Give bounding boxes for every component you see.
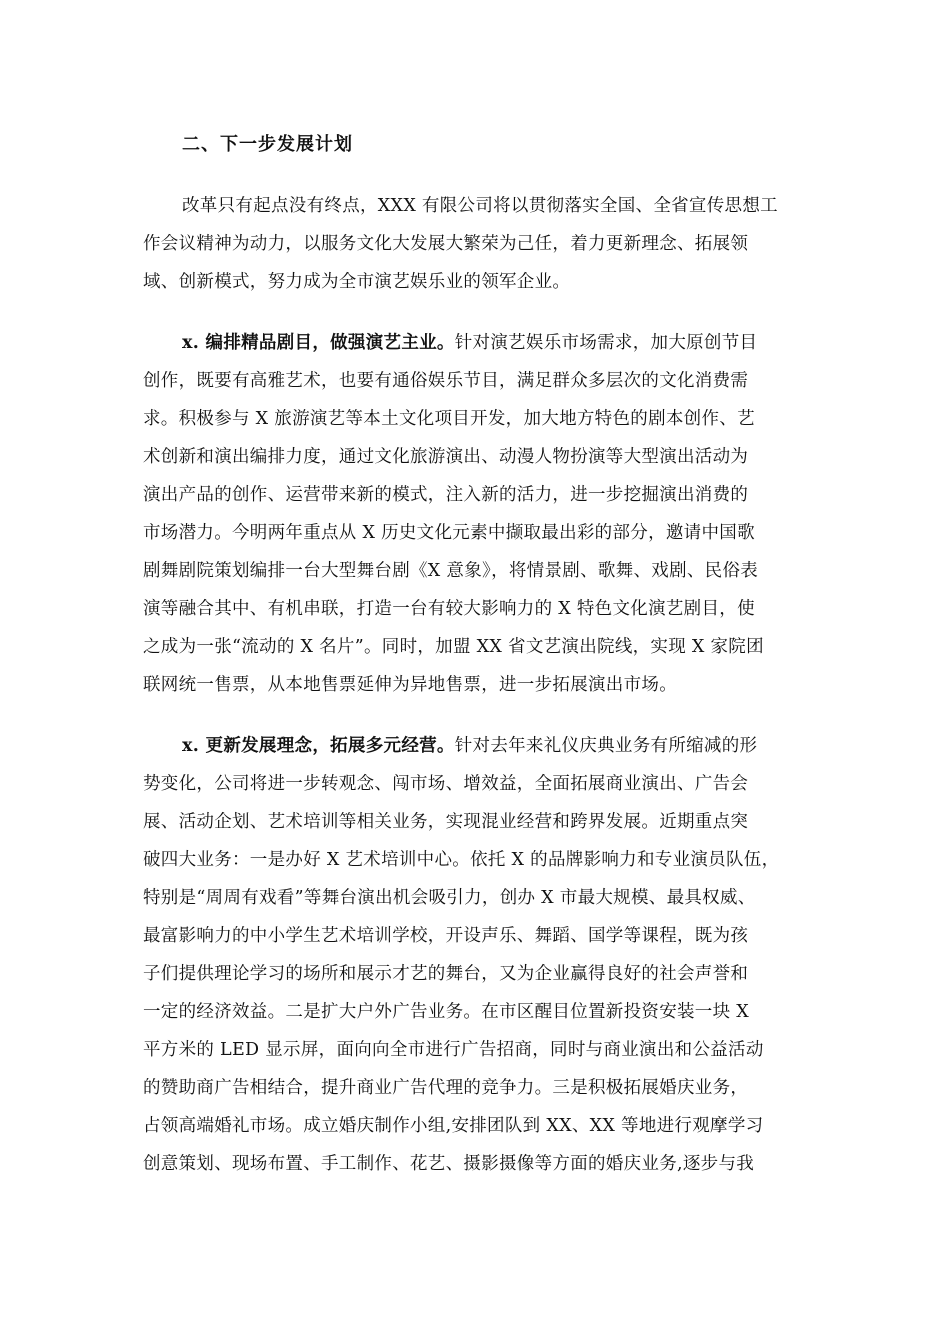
- section1-line-5: 演出产品的创作、运营带来新的模式，注入新的活力，进一步挖掘演出消费的: [143, 485, 749, 505]
- section1-line-7: 剧舞剧院策划编排一台大型舞台剧《X 意象》，将情景剧、歌舞、戏剧、民俗表: [143, 561, 759, 581]
- section1-line-2: 创作，既要有高雅艺术，也要有通俗娱乐节目，满足群众多层次的文化消费需: [143, 371, 749, 391]
- section1-line-6: 市场潜力。今明两年重点从 X 历史文化元素中撷取最出彩的部分，邀请中国歌: [143, 523, 755, 543]
- intro-line-2: 作会议精神为动力，以服务文化大发展大繁荣为己任，着力更新理念、拓展领: [143, 234, 749, 254]
- section1-line-9: 之成为一张“流动的 X 名片”。同时，加盟 XX 省文艺演出院线，实现 X 家院团: [143, 637, 764, 657]
- section-heading: 二、下一步发展计划: [182, 134, 353, 155]
- section2-lead: x. 更新发展理念，拓展多元经营。: [182, 736, 455, 756]
- section2-line-6: 最富影响力的中小学生艺术培训学校，开设声乐、舞蹈、国学等课程，既为孩: [143, 926, 749, 946]
- section1-line-10: 联网统一售票，从本地售票延伸为异地售票，进一步拓展演出市场。: [143, 675, 677, 695]
- section2-line-2: 势变化，公司将进一步转观念、闯市场、增效益，全面拓展商业演出、广告会: [143, 774, 749, 794]
- section1-line-8: 演等融合其中、有机串联，打造一台有较大影响力的 X 特色文化演艺剧目，使: [143, 599, 755, 619]
- section2-line-11: 占领高端婚礼市场。成立婚庆制作小组,安排团队到 XX、XX 等地进行观摩学习: [143, 1116, 764, 1136]
- section2-line-8: 一定的经济效益。二是扩大户外广告业务。在市区醒目位置新投资安装一块 X: [143, 1002, 750, 1022]
- section2-line-10: 的赞助商广告相结合，提升商业广告代理的竞争力。三是积极拓展婚庆业务，: [143, 1078, 749, 1098]
- section1-line-4: 术创新和演出编排力度，通过文化旅游演出、动漫人物扮演等大型演出活动为: [143, 447, 749, 467]
- section2-line-12: 创意策划、现场布置、手工制作、花艺、摄影摄像等方面的婚庆业务,逐步与我: [143, 1154, 755, 1174]
- section2-line-9: 平方米的 LED 显示屏，面向向全市进行广告招商，同时与商业演出和公益活动: [143, 1040, 764, 1060]
- section2-line-7: 子们提供理论学习的场所和展示才艺的舞台，又为企业赢得良好的社会声誉和: [143, 964, 749, 984]
- section1-first-line-rest: 针对演艺娱乐市场需求，加大原创节目: [454, 333, 758, 353]
- section2-line-5: 特别是“周周有戏看”等舞台演出机会吸引力，创办 X 市最大规模、最具权威、: [143, 888, 756, 908]
- section1-first-line: [182, 331, 757, 355]
- section2-line-4: 破四大业务：一是办好 X 艺术培训中心。依托 X 的品牌影响力和专业演员队伍，: [143, 850, 780, 870]
- intro-line-3: 域、创新模式，努力成为全市演艺娱乐业的领军企业。: [143, 272, 571, 292]
- intro-line-1: 改革只有起点没有终点，XXX 有限公司将以贯彻落实全国、全省宣传思想工: [182, 196, 778, 216]
- section2-line-3: 展、活动企划、艺术培训等相关业务，实现混业经营和跨界发展。近期重点突: [143, 812, 749, 832]
- section1-line-3: 求。积极参与 X 旅游演艺等本土文化项目开发，加大地方特色的剧本创作、艺: [143, 409, 755, 429]
- section1-lead: x. 编排精品剧目，做强演艺主业。: [182, 333, 455, 353]
- section2-first-line: [182, 734, 757, 758]
- section2-first-line-rest: 针对去年来礼仪庆典业务有所缩减的形: [454, 736, 758, 756]
